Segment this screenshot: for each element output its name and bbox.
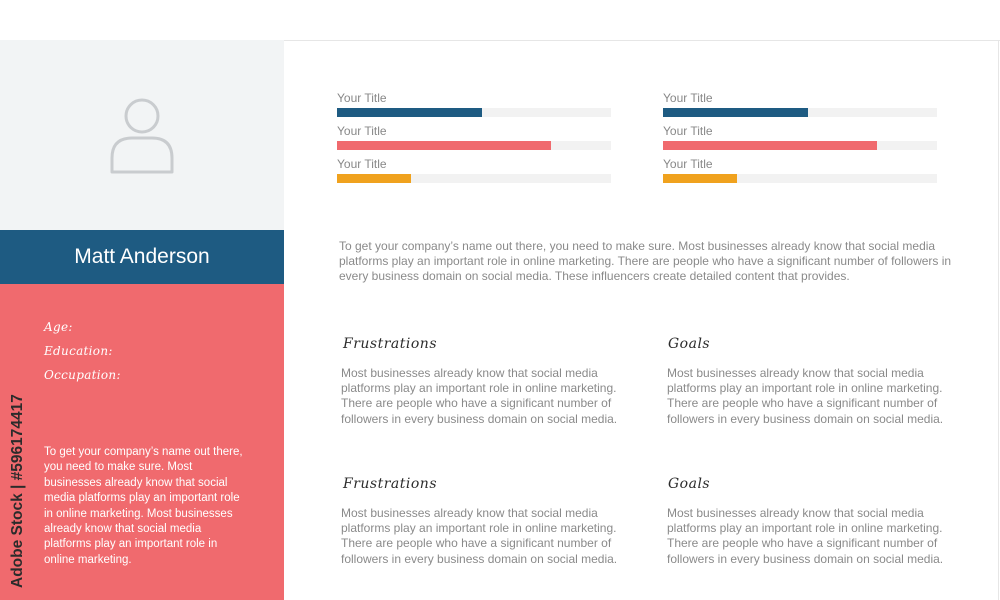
bar-fill: [663, 141, 877, 150]
occupation-label: Occupation:: [44, 368, 121, 382]
profile-photo-area: [0, 40, 284, 230]
stock-watermark-id: Adobe Stock | #596174417: [9, 394, 26, 588]
bar-track: [663, 141, 937, 150]
bar-label: Your Title: [337, 157, 387, 171]
section-title-frustrations: Frustrations: [343, 336, 438, 352]
bar-track: [337, 141, 611, 150]
education-label: Education:: [44, 344, 113, 358]
profile-bio: To get your company’s name out there, you need to make sure. Most businesses already know that social media platforms play an important role in online marketing. Most businesses already know that social media platforms play an important role in online marketing.: [44, 446, 243, 566]
bar-fill: [663, 174, 737, 183]
bar-fill: [337, 174, 411, 183]
age-label: Age:: [44, 320, 73, 334]
bar-group-left: [337, 90, 612, 185]
section-title-frustrations-2: Frustrations: [343, 476, 438, 492]
bar-group-right: [663, 90, 938, 185]
section-title-goals-2: Goals: [668, 476, 711, 492]
profile-info-panel: [0, 284, 284, 600]
bar-label: Your Title: [337, 91, 387, 105]
bar-label: Your Title: [663, 124, 713, 138]
profile-column: [0, 40, 284, 600]
bar-label: Your Title: [337, 124, 387, 138]
bar-fill: [337, 141, 551, 150]
bar-fill: [663, 108, 808, 117]
name-banner: [0, 230, 284, 284]
bar-track: [337, 174, 611, 183]
right-divider: [998, 40, 999, 600]
bar-track: [663, 174, 937, 183]
intro-paragraph: To get your company’s name out there, you need to make sure. Most businesses already know that social media platforms play an important role in online marketing. There are people who have a significant number of followers in every business domain on social media. These influencers create detailed content that provides.: [339, 239, 952, 283]
bar-fill: [337, 108, 482, 117]
bar-track: [663, 108, 937, 117]
user-silhouette-icon: [109, 96, 175, 176]
bar-track: [337, 108, 611, 117]
section-body-frustrations-2: Most businesses already know that social media platforms play an important role in online marketing. There are people who have a significant number of followers in every business domain on social media.: [341, 506, 618, 566]
bar-label: Your Title: [663, 91, 713, 105]
section-title-goals: Goals: [668, 336, 711, 352]
section-body-goals-2: Most businesses already know that social media platforms play an important role in online marketing. There are people who have a significant number of followers in every business domain on social media.: [667, 506, 944, 566]
section-body-goals: Most businesses already know that social media platforms play an important role in online marketing. There are people who have a significant number of followers in every business domain on social media.: [667, 366, 944, 426]
section-body-frustrations: Most businesses already know that social media platforms play an important role in online marketing. There are people who have a significant number of followers in every business domain on social media.: [341, 366, 618, 426]
bar-label: Your Title: [663, 157, 713, 171]
profile-name: Matt Anderson: [74, 245, 210, 268]
